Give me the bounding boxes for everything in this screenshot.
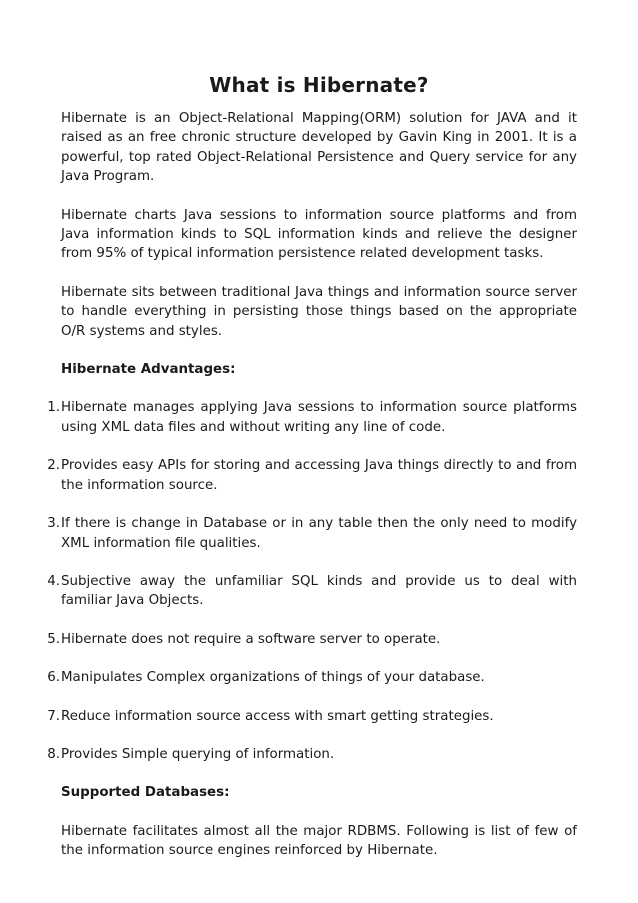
list-item-text: Hibernate manages applying Java sessions to information source platforms using XML data files and without writing any line of code. (61, 400, 577, 435)
list-item (47, 514, 577, 553)
list-item-text: Subjective away the unfamiliar SQL kinds and provide us to deal with familiar Java Objects. (61, 573, 577, 609)
page-title: What is Hibernate? (209, 73, 429, 97)
intro-paragraph-1: Hibernate is an Object-Relational Mapping(ORM) solution for JAVA and it raised as an free chronic structure developed by Gavin King in 2001. It is a powerful, top rated Object-Relational Persistence and Query service for any Java Program. (61, 111, 577, 185)
databases-paragraph: Hibernate facilitates almost all the major RDBMS. Following is list of few of the information source engines reinforced by Hibernate. (61, 823, 577, 859)
list-item (47, 745, 577, 764)
list-item-text: If there is change in Database or in any table then the only need to modify XML information file qualities. (61, 516, 577, 551)
list-item-text: Provides easy APIs for storing and accessing Java things directly to and from the information source. (61, 458, 577, 493)
list-item (47, 668, 577, 687)
intro-paragraph-3: Hibernate sits between traditional Java things and information source server to handle everything in persisting those things based on the appropriate O/R systems and styles. (61, 284, 577, 339)
list-item-text: Provides Simple querying of information. (61, 746, 335, 762)
list-number: 3. (47, 516, 60, 532)
list-item (47, 456, 577, 495)
advantages-list (47, 398, 577, 764)
list-number: 1. (47, 400, 60, 416)
list-number: 7. (47, 708, 60, 724)
list-number: 5. (47, 631, 60, 647)
list-item (47, 572, 577, 611)
document-page (47, 70, 577, 880)
databases-heading: Supported Databases: (61, 785, 230, 801)
list-item-text: Hibernate does not require a software server to operate. (61, 631, 441, 647)
list-item-text: Reduce information source access with smart getting strategies. (61, 708, 494, 724)
advantages-heading: Hibernate Advantages: (61, 362, 236, 378)
list-number: 8. (47, 746, 60, 762)
list-number: 2. (47, 458, 60, 474)
list-item (47, 398, 577, 437)
intro-paragraph-2: Hibernate charts Java sessions to information source platforms and from Java information kinds to SQL information kinds and relieve the designer from 95% of typical information persistence related development tasks. (61, 207, 577, 262)
list-number: 6. (47, 670, 60, 686)
list-item-text: Manipulates Complex organizations of things of your database. (61, 670, 485, 686)
list-item (47, 707, 577, 726)
list-number: 4. (47, 573, 60, 589)
list-item (47, 630, 577, 649)
